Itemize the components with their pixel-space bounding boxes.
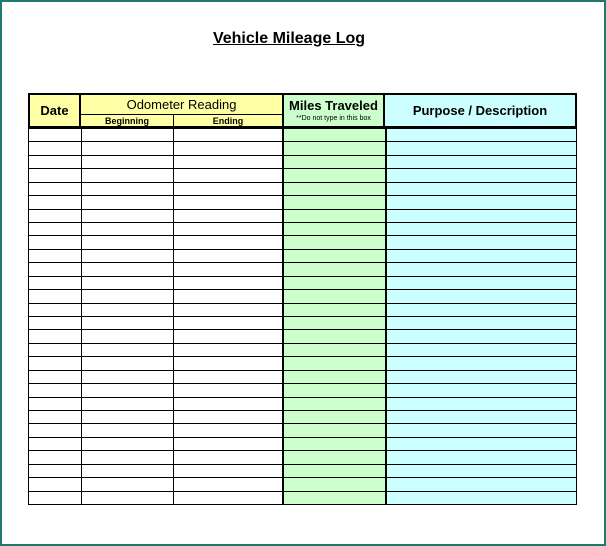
table-row-line	[28, 168, 577, 169]
table-row-line	[28, 303, 577, 304]
table-row-line	[28, 329, 577, 330]
table-row-line	[28, 276, 577, 277]
table-row-line	[28, 464, 577, 465]
table-row-line	[28, 249, 577, 250]
header-miles	[282, 93, 385, 129]
table-row-line	[28, 235, 577, 236]
header-date-label: Date	[40, 103, 69, 118]
table-row-line	[28, 155, 577, 156]
table-row-line	[28, 450, 577, 451]
table-row-line	[28, 209, 577, 210]
table-row-line	[28, 182, 577, 183]
table-row-line	[28, 262, 577, 263]
table-row-line	[28, 370, 577, 371]
table-row-line	[28, 356, 577, 357]
column-divider	[28, 129, 29, 505]
header-purpose-label: Purpose / Description	[412, 103, 548, 118]
header-miles-label: Miles Traveled	[289, 98, 378, 113]
table-row-line	[28, 222, 577, 223]
column-divider	[173, 129, 174, 505]
header-odometer-label: Odometer Reading	[81, 95, 282, 115]
column-divider	[282, 129, 284, 505]
table-row-line	[28, 504, 577, 505]
table-row-line	[28, 397, 577, 398]
header-date	[28, 93, 81, 129]
miles-column-fill	[282, 129, 385, 505]
header-beginning-label: Beginning	[81, 114, 174, 128]
header-ending-label: Ending	[212, 116, 244, 126]
table-row-line	[28, 477, 577, 478]
table-row-line	[28, 437, 577, 438]
table-row-line	[28, 491, 577, 492]
table-row-line	[28, 141, 577, 142]
table-row-line	[28, 195, 577, 196]
table-row-line	[28, 289, 577, 290]
table-row-line	[28, 423, 577, 424]
column-divider	[81, 129, 82, 505]
header-miles-note: **Do not type in this box	[296, 115, 371, 122]
document-title: Vehicle Mileage Log	[212, 30, 366, 47]
table-row-line	[28, 316, 577, 317]
column-divider	[385, 129, 387, 505]
table-row-line	[28, 383, 577, 384]
table-row-line	[28, 410, 577, 411]
purpose-column-fill	[385, 129, 577, 505]
mileage-log-grid	[28, 129, 577, 505]
table-row-line	[28, 343, 577, 344]
header-odometer	[81, 93, 282, 129]
header-purpose	[385, 93, 577, 129]
column-divider	[576, 129, 577, 505]
